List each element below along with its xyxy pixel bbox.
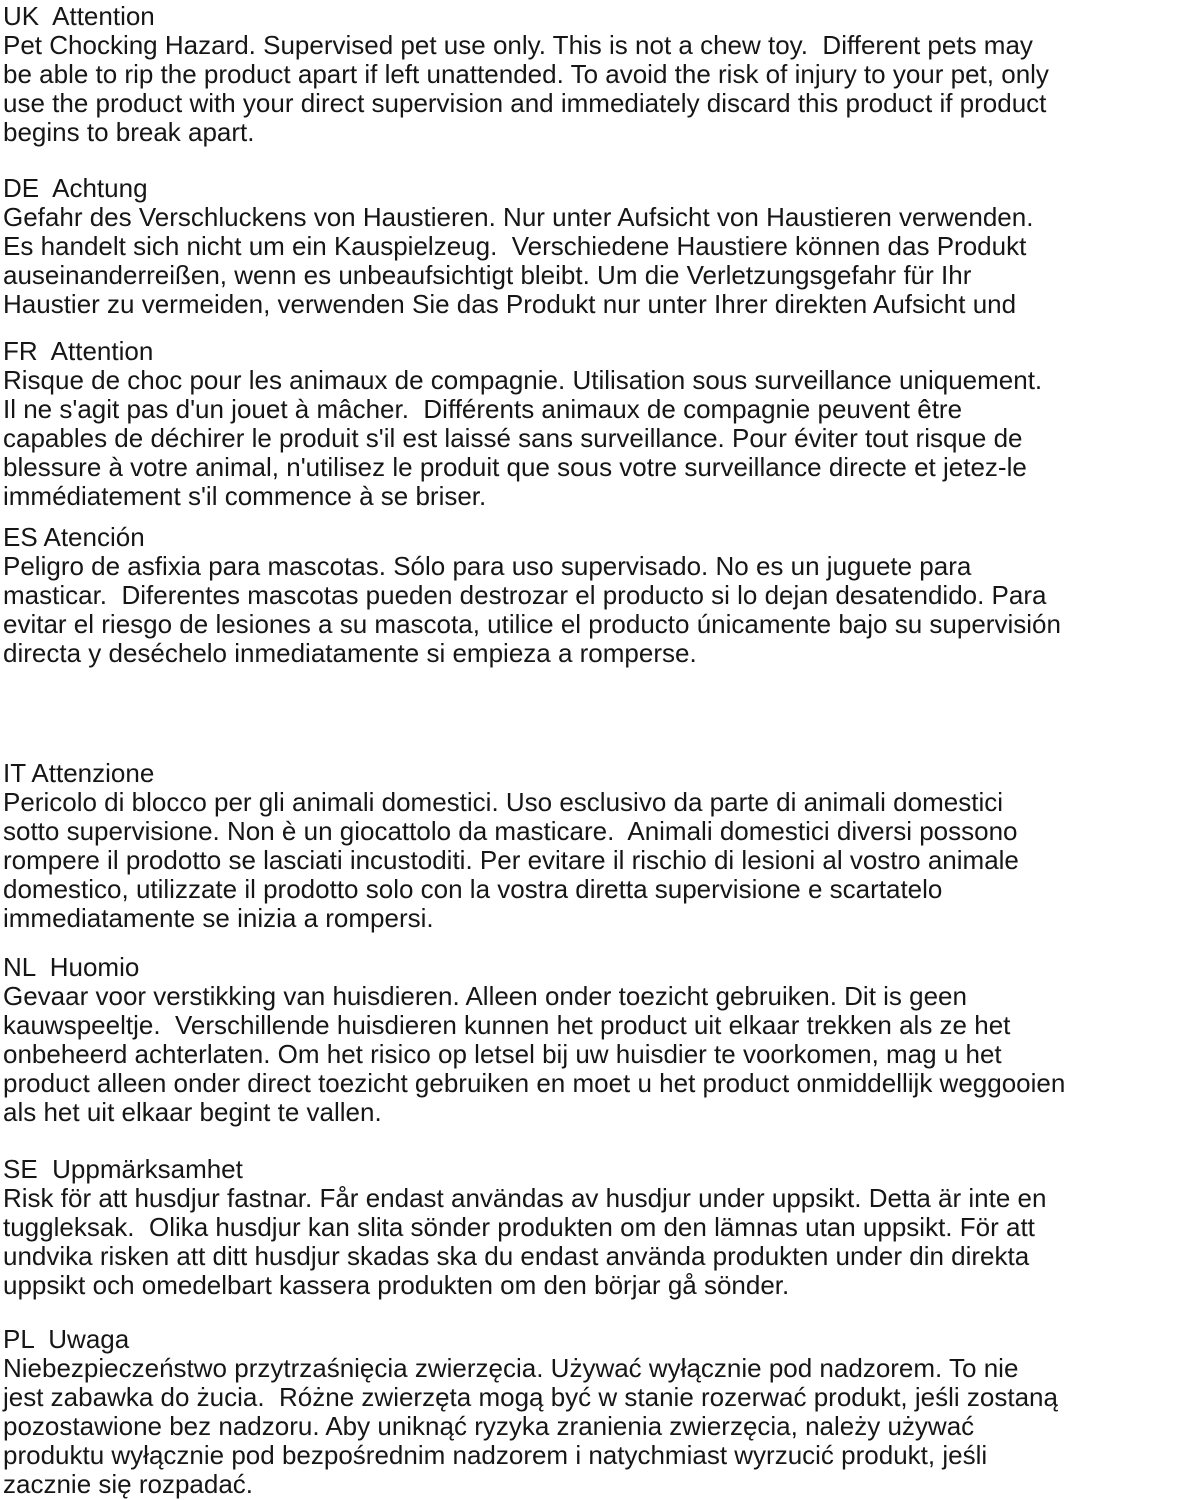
warning-section-uk bbox=[3, 2, 1197, 147]
warning-line: Il ne s'agit pas d'un jouet à mâcher. Différents animaux de compagnie peuvent être bbox=[3, 394, 963, 424]
section-heading-es: ES Atención bbox=[3, 522, 145, 552]
warning-line: uppsikt och omedelbart kassera produkten om den börjar gå sönder. bbox=[3, 1270, 790, 1300]
warning-line: immédiatement s'il commence à se briser. bbox=[3, 481, 487, 511]
warning-line: Es handelt sich nicht um ein Kauspielzeug. Verschiedene Haustiere können das Produkt bbox=[3, 231, 1027, 261]
warning-line: use the product with your direct supervision and immediately discard this product if product bbox=[3, 88, 1047, 118]
warning-line: evitar el riesgo de lesiones a su mascota, utilice el producto únicamente bajo su supervisión bbox=[3, 609, 1061, 639]
warning-section-es bbox=[3, 523, 1197, 668]
warning-line: rompere il prodotto se lasciati incustoditi. Per evitare il rischio di lesioni al vostro animale bbox=[3, 845, 1019, 875]
warning-line: Gefahr des Verschluckens von Haustieren. Nur unter Aufsicht von Haustieren verwenden. bbox=[3, 202, 1034, 232]
warning-line: capables de déchirer le produit s'il est laissé sans surveillance. Pour éviter tout risque de bbox=[3, 423, 1023, 453]
warning-line: Pericolo di blocco per gli animali domestici. Uso esclusivo da parte di animali domestici bbox=[3, 787, 1003, 817]
warning-line: onbeheerd achterlaten. Om het risico op letsel bij uw huisdier te voorkomen, mag u het bbox=[3, 1039, 1002, 1069]
warning-line: blessure à votre animal, n'utilisez le produit que sous votre surveillance directe et jetez-le bbox=[3, 452, 1027, 482]
warning-line: Gevaar voor verstikking van huisdieren. Alleen onder toezicht gebruiken. Dit is geen bbox=[3, 981, 967, 1011]
warning-line: Peligro de asfixia para mascotas. Sólo para uso supervisado. No es un juguete para bbox=[3, 551, 972, 581]
warning-line: Haustier zu vermeiden, verwenden Sie das Produkt nur unter Ihrer direkten Aufsicht und bbox=[3, 289, 1017, 319]
warning-line: sotto supervisione. Non è un giocattolo da masticare. Animali domestici diversi possono bbox=[3, 816, 1018, 846]
warning-line: Risk för att husdjur fastnar. Får endast användas av husdjur under uppsikt. Detta är inte en bbox=[3, 1183, 1047, 1213]
section-heading-it: IT Attenzione bbox=[3, 758, 155, 788]
warning-line: product alleen onder direct toezicht gebruiken en moet u het product onmiddellijk weggooien bbox=[3, 1068, 1066, 1098]
warning-line: Risque de choc pour les animaux de compagnie. Utilisation sous surveillance uniquement. bbox=[3, 365, 1043, 395]
warning-section-fr bbox=[3, 337, 1197, 511]
warning-line: als het uit elkaar begint te vallen. bbox=[3, 1097, 382, 1127]
section-heading-pl: PL Uwaga bbox=[3, 1324, 130, 1354]
warning-section-se bbox=[3, 1155, 1197, 1300]
warning-line: tuggleksak. Olika husdjur kan slita sönder produkten om den lämnas utan uppsikt. För att bbox=[3, 1212, 1035, 1242]
section-heading-nl: NL Huomio bbox=[3, 952, 140, 982]
section-heading-uk: UK Attention bbox=[3, 1, 155, 31]
warning-line: immediatamente se inizia a rompersi. bbox=[3, 903, 434, 933]
warning-line: domestico, utilizzate il prodotto solo con la vostra diretta supervisione e scartatelo bbox=[3, 874, 943, 904]
warning-section-it bbox=[3, 759, 1197, 933]
warning-line: undvika risken att ditt husdjur skadas ska du endast använda produkten under din direkta bbox=[3, 1241, 1030, 1271]
warning-section-pl bbox=[3, 1325, 1197, 1499]
warning-section-nl bbox=[3, 953, 1197, 1127]
section-heading-se: SE Uppmärksamhet bbox=[3, 1154, 243, 1184]
warning-line: Niebezpieczeństwo przytrzaśnięcia zwierzęcia. Używać wyłącznie pod nadzorem. To nie bbox=[3, 1353, 1019, 1383]
warning-line: pozostawione bez nadzoru. Aby uniknąć ryzyka zranienia zwierzęcia, należy używać bbox=[3, 1411, 975, 1441]
warning-line: jest zabawka do żucia. Różne zwierzęta mogą być w stanie rozerwać produkt, jeśli zostaną bbox=[3, 1382, 1058, 1412]
warning-line: auseinanderreißen, wenn es unbeaufsichtigt bleibt. Um die Verletzungsgefahr für Ihr bbox=[3, 260, 972, 290]
section-heading-fr: FR Attention bbox=[3, 336, 154, 366]
warning-line: produktu wyłącznie pod bezpośrednim nadzorem i natychmiast wyrzucić produkt, jeśli bbox=[3, 1440, 988, 1470]
warning-line: kauwspeeltje. Verschillende huisdieren kunnen het product uit elkaar trekken als ze het bbox=[3, 1010, 1011, 1040]
warning-section-de bbox=[3, 174, 1197, 319]
warning-line: directa y deséchelo inmediatamente si empieza a romperse. bbox=[3, 638, 697, 668]
warning-line: masticar. Diferentes mascotas pueden destrozar el producto si lo dejan desatendido. Para bbox=[3, 580, 1047, 610]
warning-line: begins to break apart. bbox=[3, 117, 255, 147]
warning-line: Pet Chocking Hazard. Supervised pet use only. This is not a chew toy. Different pets may bbox=[3, 30, 1033, 60]
warning-line: zacznie się rozpadać. bbox=[3, 1469, 254, 1499]
warning-line: be able to rip the product apart if left unattended. To avoid the risk of injury to your pet, only bbox=[3, 59, 1049, 89]
section-heading-de: DE Achtung bbox=[3, 173, 148, 203]
